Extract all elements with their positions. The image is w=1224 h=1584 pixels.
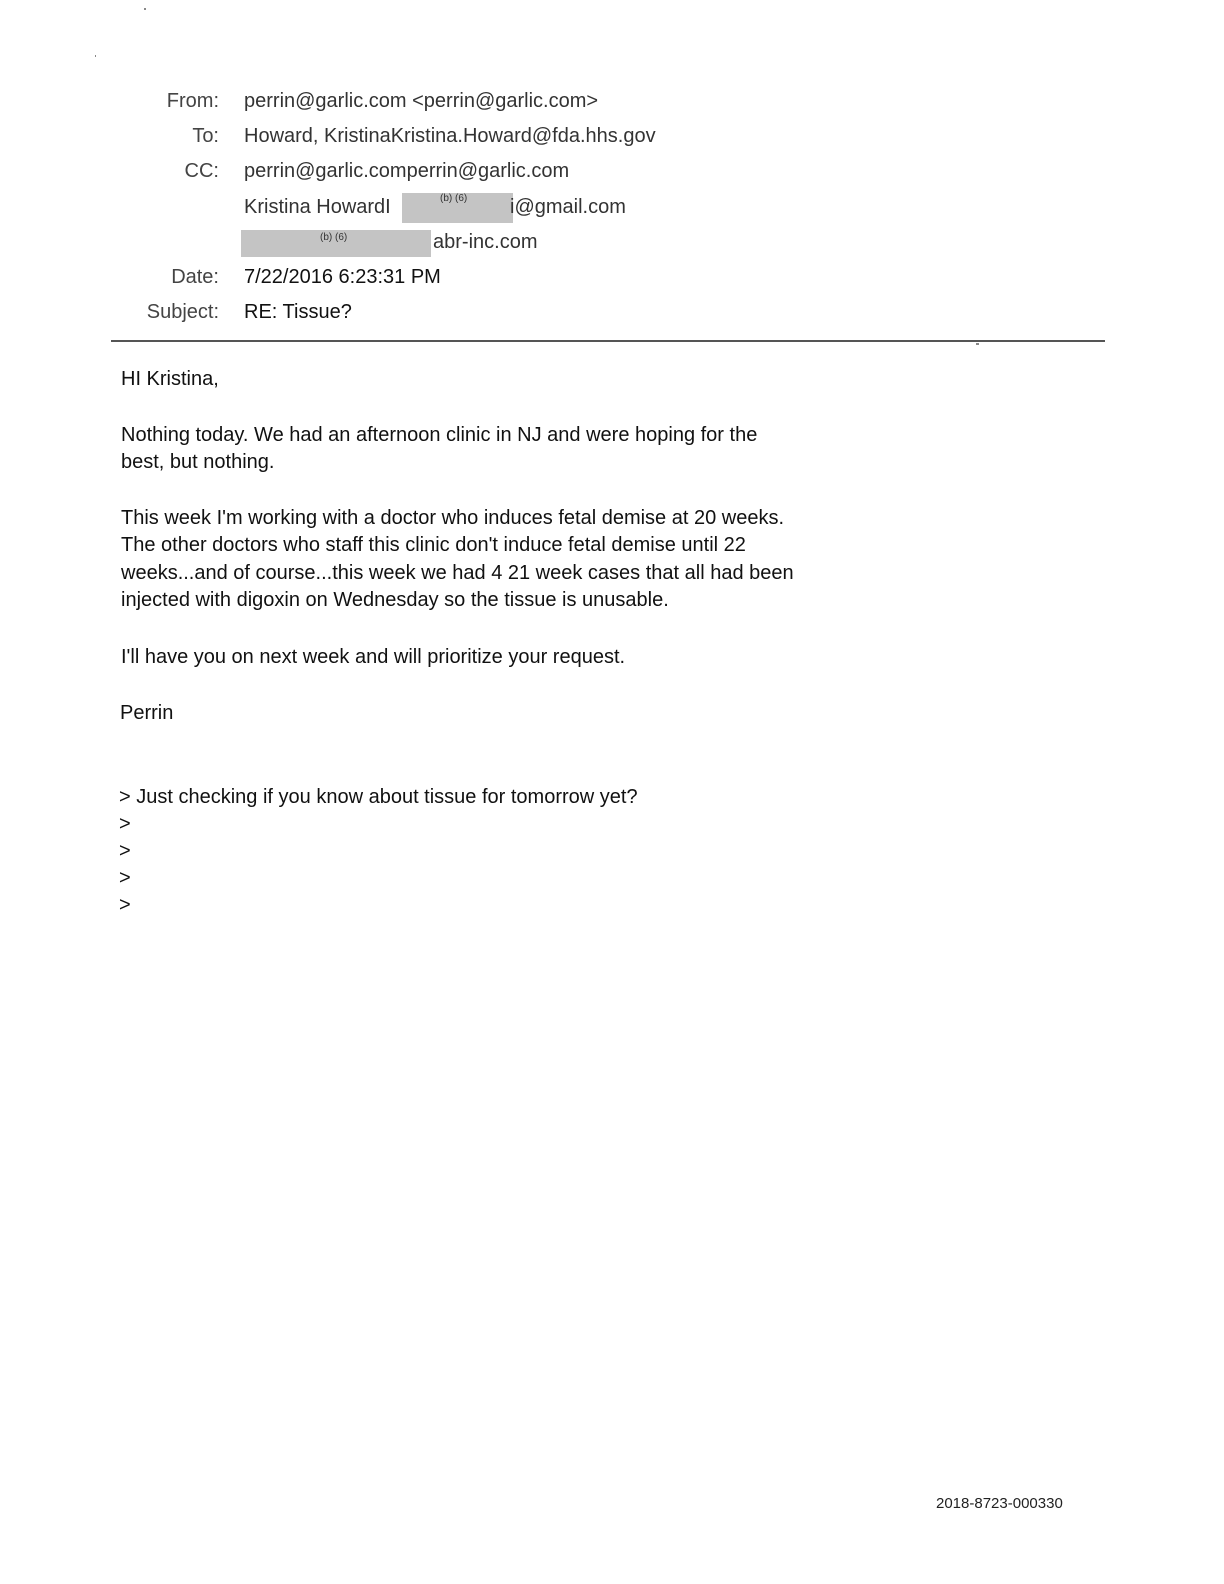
cc-value-2-suffix: i@gmail.com (510, 196, 626, 218)
redaction-code: (b) (6) (440, 193, 468, 204)
header-divider (111, 340, 1105, 342)
document-id: 2018-8723-000330 (936, 1495, 1063, 1512)
quoted-line: > (119, 840, 131, 862)
paragraph-line: weeks...and of course...this week we had 4 21 week cases that all had been (121, 562, 794, 584)
cc-value-1: perrin@garlic.comperrin@garlic.com (244, 160, 570, 182)
date-value: 7/22/2016 6:23:31 PM (244, 266, 441, 288)
signature: Perrin (120, 702, 174, 724)
quoted-line: > (119, 894, 131, 916)
paragraph-line: injected with digoxin on Wednesday so the tissue is unusable. (121, 589, 669, 611)
quoted-line: > (119, 813, 131, 835)
subject-label: Subject: (146, 301, 219, 323)
paragraph-line: Nothing today. We had an afternoon clinic in NJ and were hoping for the (121, 424, 758, 446)
paragraph-line: The other doctors who staff this clinic don't induce fetal demise until 22 (121, 534, 746, 556)
scan-speck (144, 8, 146, 10)
paragraph-line: best, but nothing. (121, 451, 275, 473)
paragraph-line: I'll have you on next week and will prioritize your request. (121, 646, 626, 668)
cc-label: CC: (184, 160, 219, 182)
quoted-line: > Just checking if you know about tissue for tomorrow yet? (119, 786, 638, 808)
paragraph-line: This week I'm working with a doctor who induces fetal demise at 20 weeks. (121, 507, 785, 529)
to-value: Howard, KristinaKristina.Howard@fda.hhs.gov (244, 125, 656, 147)
subject-value: RE: Tissue? (244, 301, 352, 323)
greeting: HI Kristina, (121, 368, 219, 390)
quoted-line: > (119, 867, 131, 889)
from-value: perrin@garlic.com <perrin@garlic.com> (244, 90, 599, 112)
to-label: To: (192, 125, 219, 147)
redaction-code: (b) (6) (320, 232, 348, 243)
cc-value-3-suffix: abr-inc.com (433, 231, 538, 253)
from-label: From: (166, 90, 219, 112)
cc-value-2-prefix: Kristina HowardI (244, 196, 391, 218)
scan-speck (95, 55, 96, 57)
date-label: Date: (171, 266, 219, 288)
scan-speck (976, 343, 979, 345)
